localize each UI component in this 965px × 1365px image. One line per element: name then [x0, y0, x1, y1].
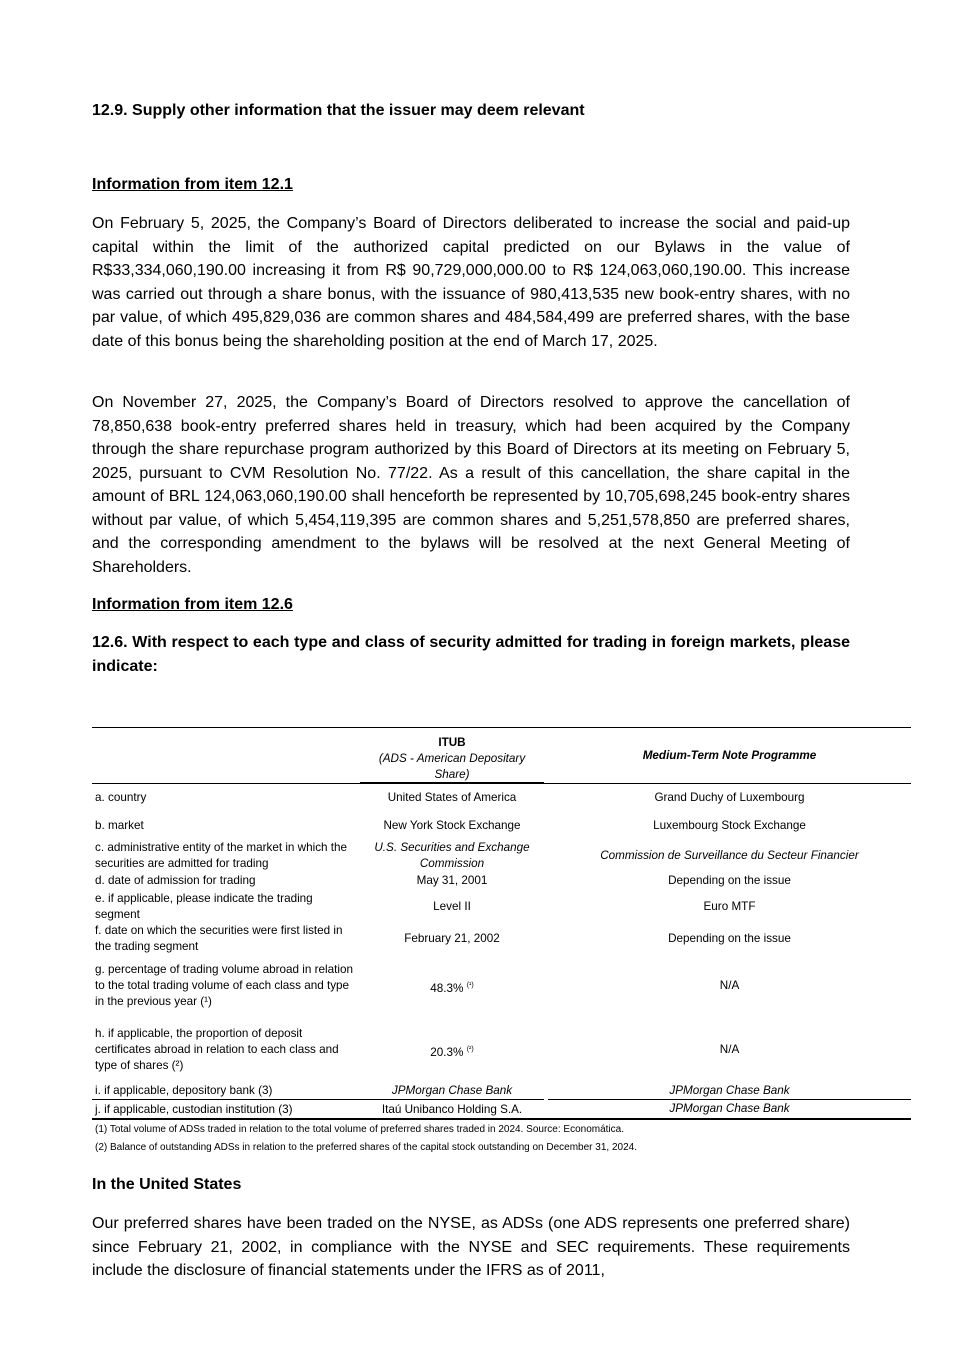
table-cell-itub: Itaú Unibanco Holding S.A.	[381, 1103, 523, 1116]
footnote-ref-2: (²)	[466, 1046, 474, 1053]
table-row-label: g. percentage of trading volume abroad in relation to the total trading volume of each class and type in the previous year (¹)	[95, 963, 353, 1008]
row-rule-j	[92, 1099, 544, 1100]
item-12-1-heading: Information from item 12.1	[92, 176, 293, 193]
table-cell-itub: U.S. Securities and Exchange Commission	[374, 841, 530, 870]
table-cell-mtn: N/A	[719, 979, 740, 992]
table-row-label: h. if applicable, the proportion of deposit certificates abroad in relation to each class and type of shares (²)	[95, 1027, 339, 1072]
table-cell-mtn: JPMorgan Chase Bank	[669, 1084, 790, 1097]
table-cell-mtn: Euro MTF	[703, 900, 756, 913]
col-header-itub	[360, 735, 544, 783]
footnote-2: (2) Balance of outstanding ADSs in relation to the preferred shares of the capital stock outstanding on December 31, 2024.	[95, 1142, 637, 1153]
footnote-ref-1: (¹)	[466, 982, 474, 989]
table-row-label: j. if applicable, custodian institution (3)	[95, 1103, 293, 1116]
table-cell-itub: May 31, 2001	[416, 874, 488, 887]
trading-volume-value: 48.3%	[430, 981, 464, 995]
table-cell-mtn: Commission de Surveillance du Secteur Financier	[600, 849, 859, 862]
footnote-1: (1) Total volume of ADSs traded in relation to the total volume of preferred shares traded in 2024. Source: Economática.	[95, 1124, 624, 1135]
header-rule	[92, 783, 911, 784]
col-header-mtn: Medium-Term Note Programme	[642, 749, 817, 762]
table-bottom-rule	[92, 1118, 911, 1120]
table-cell-mtn: Depending on the issue	[668, 874, 791, 887]
col-header-itub-line3: Share)	[434, 768, 470, 781]
col-header-itub-line2: (ADS - American Depositary	[378, 752, 526, 765]
item-12-6-question: 12.6. With respect to each type and class of security admitted for trading in foreign markets, please indicate:	[92, 634, 850, 675]
table-row-label: a. country	[95, 791, 147, 804]
table-row-label: i. if applicable, depository bank (3)	[95, 1084, 273, 1097]
table-row-label: d. date of admission for trading	[95, 874, 256, 887]
table-cell-mtn: Depending on the issue	[668, 932, 791, 945]
table-cell-mtn: JPMorgan Chase Bank	[669, 1102, 790, 1115]
us-section-heading: In the United States	[92, 1176, 242, 1193]
table-cell-mtn: N/A	[719, 1043, 740, 1056]
table-cell-itub: JPMorgan Chase Bank	[391, 1084, 513, 1097]
table-top-rule	[92, 727, 911, 728]
table-cell-mtn: Luxembourg Stock Exchange	[653, 819, 806, 832]
item-12-1-paragraph-1: On February 5, 2025, the Company’s Board of Directors deliberated to increase the social and paid-up capital within the limit of the authorized capital predicted on our Bylaws in the value of R$33,334,060,190.00 increasing it from R$ 90,729,000,000.00 to R$ 124,063,060,190.00. This increase was carried out through a share bonus, with the issuance of 980,413,535 new book-entry shares, with no par value, of which 495,829,036 are common shares and 484,584,499 are preferred shares, with the base date of this bonus being the shareholding position at the end of March 17, 2025.	[92, 215, 850, 350]
table-cell-itub: February 21, 2002	[404, 932, 500, 945]
table-row-label: c. administrative entity of the market in which the securities are admitted for trading	[95, 841, 348, 870]
table-cell-itub	[360, 1042, 544, 1061]
row-rule-j-right	[548, 1099, 911, 1100]
table-cell-itub: Level II	[433, 900, 471, 913]
table-cell-mtn: Grand Duchy of Luxembourg	[654, 791, 805, 804]
table-row-label: e. if applicable, please indicate the trading segment	[95, 892, 313, 921]
table-cell-itub: United States of America	[387, 791, 517, 804]
section-title: 12.9. Supply other information that the issuer may deem relevant	[92, 102, 585, 119]
table-row-label: f. date on which the securities were first listed in the trading segment	[95, 924, 343, 953]
us-section-paragraph: Our preferred shares have been traded on the NYSE, as ADSs (one ADS represents one preferred share) since February 21, 2002, in compliance with the NYSE and SEC requirements. These requirements include the disclosure of financial statements under the IFRS as of 2011,	[92, 1215, 850, 1279]
table-cell-itub: New York Stock Exchange	[383, 819, 521, 832]
item-12-6-heading: Information from item 12.6	[92, 596, 293, 613]
table-row-label: b. market	[95, 819, 144, 832]
table-cell-itub	[360, 978, 544, 997]
deposit-proportion-value: 20.3%	[430, 1045, 464, 1059]
item-12-1-paragraph-2: On November 27, 2025, the Company’s Board of Directors resolved to approve the cancellation of 78,850,638 book-entry preferred shares held in treasury, which had been acquired by the Company through the share repurchase program authorized by this Board of Directors at its meeting on February 5, 2025, pursuant to CVM Resolution No. 77/22. As a result of this cancellation, the share capital in the amount of BRL 124,063,060,190.00 shall henceforth be represented by 10,705,698,245 book-entry shares without par value, of which 5,454,119,395 are common shares and 5,251,578,850 are preferred shares, and the corresponding amendment to the bylaws will be resolved at the next General Meeting of Shareholders.	[92, 394, 850, 576]
col-header-itub-title: ITUB	[438, 736, 466, 749]
